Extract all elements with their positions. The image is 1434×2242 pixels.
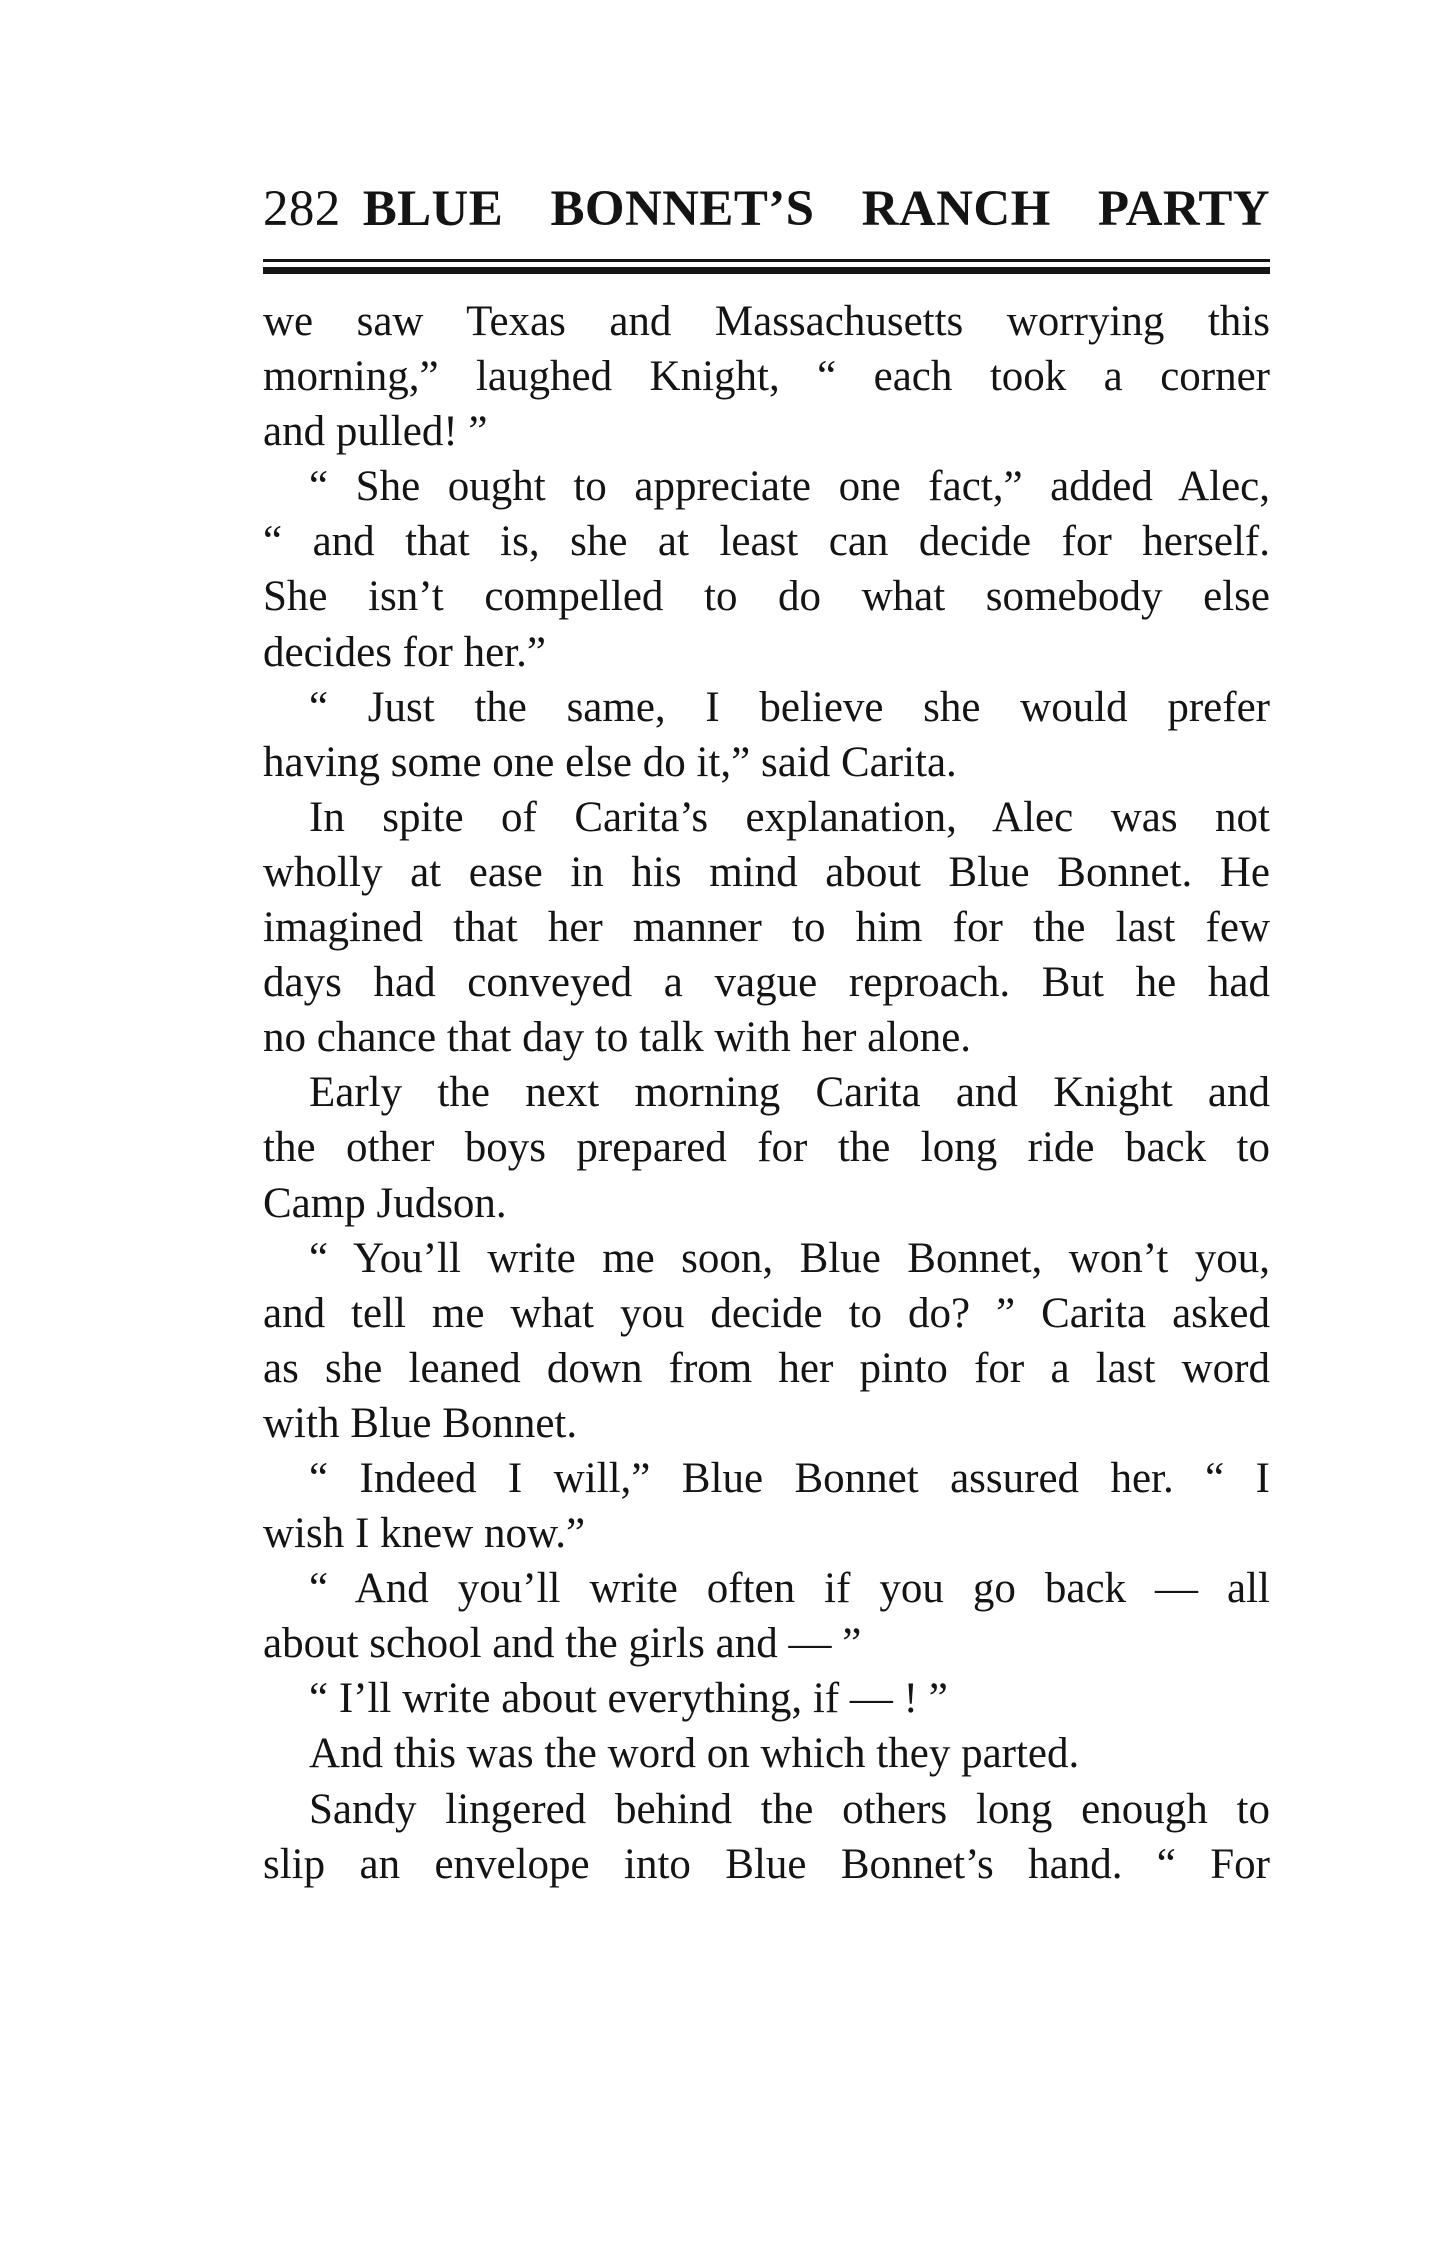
text-line: we saw Texas and Massachusetts worrying this <box>263 298 1270 345</box>
text-line: days had conveyed a vague reproach. But he had <box>263 959 1270 1007</box>
text-line: In spite of Carita’s explanation, Alec was not <box>309 793 1270 841</box>
text-line: having some one else do it,” said Carita. <box>263 738 957 786</box>
text-line: “ She ought to appreciate one fact,” added Alec, <box>309 463 1270 511</box>
text-line: wholly at ease in his mind about Blue Bonnet. He <box>263 848 1270 896</box>
text-line: Camp Judson. <box>263 1179 507 1227</box>
text-line: “ and that is, she at least can decide for herself. <box>263 518 1270 566</box>
text-line: “ Indeed I will,” Blue Bonnet assured her. “ I <box>309 1454 1270 1502</box>
text-line: And this was the word on which they parted. <box>309 1730 1080 1778</box>
header-rule-thin <box>263 259 1270 262</box>
text-line: She isn’t compelled to do what somebody else <box>263 573 1270 621</box>
text-line: “ Just the same, I believe she would prefer <box>309 683 1270 731</box>
text-line: as she leaned down from her pinto for a last word <box>263 1344 1270 1392</box>
text-line: with Blue Bonnet. <box>263 1399 578 1447</box>
text-line: about school and the girls and — ” <box>263 1620 862 1668</box>
running-head <box>263 180 1270 250</box>
body-text <box>263 294 1270 1892</box>
header-rule-thick <box>263 267 1270 274</box>
text-line: Early the next morning Carita and Knight and <box>309 1069 1270 1117</box>
text-line: “ And you’ll write often if you go back — all <box>309 1565 1270 1613</box>
text-line: the other boys prepared for the long ride back to <box>263 1124 1270 1172</box>
text-line: no chance that day to talk with her alone. <box>263 1014 972 1062</box>
text-line: and tell me what you decide to do? ” Carita asked <box>263 1289 1270 1337</box>
text-line: imagined that her manner to him for the last few <box>263 904 1270 952</box>
text-line: and pulled! ” <box>263 408 488 456</box>
text-line: morning,” laughed Knight, “ each took a corner <box>263 353 1270 401</box>
text-line: Sandy lingered behind the others long enough to <box>309 1785 1270 1833</box>
text-line: wish I knew now.” <box>263 1510 586 1558</box>
text-line: slip an envelope into Blue Bonnet’s hand. “ For <box>263 1840 1270 1888</box>
running-title: BLUE BONNET’S RANCH PARTY <box>362 181 1270 237</box>
text-line: “ I’ll write about everything, if — ! ” <box>309 1675 948 1723</box>
text-line: decides for her.” <box>263 628 546 676</box>
text-line: “ You’ll write me soon, Blue Bonnet, won’t you, <box>309 1234 1270 1282</box>
page-number: 282 <box>263 181 341 237</box>
